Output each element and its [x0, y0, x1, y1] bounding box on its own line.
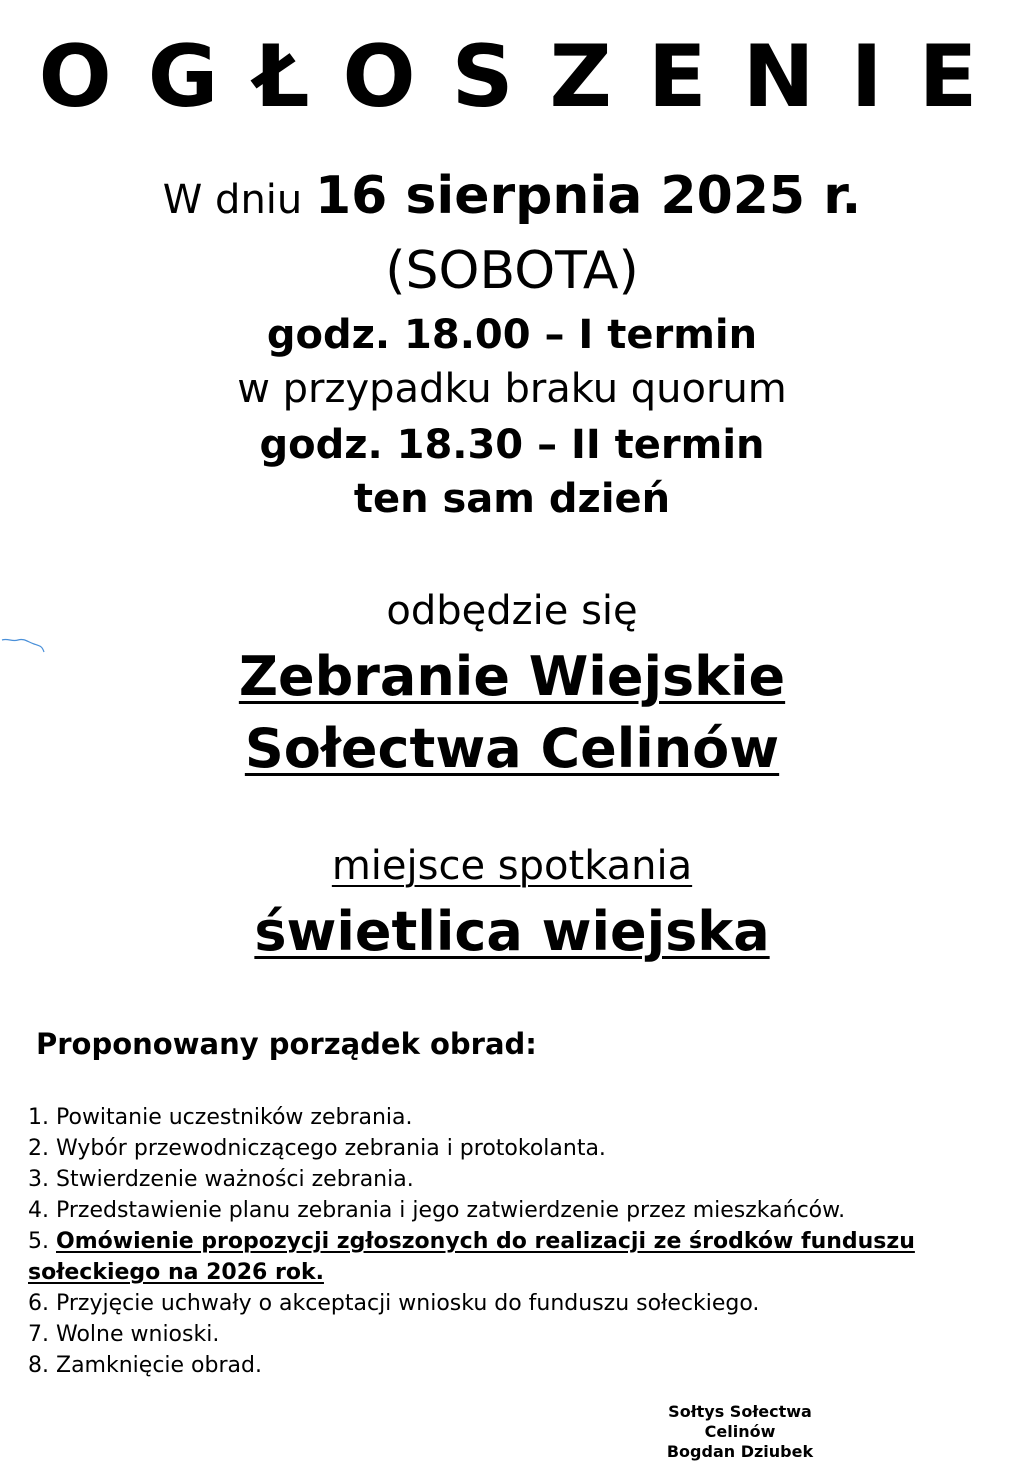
first-term: godz. 18.00 – I termin [266, 312, 758, 358]
agenda-item-text: Przedstawienie planu zebrania i jego zatwierdzenie przez mieszkańców. [56, 1198, 846, 1223]
agenda-item-number: 2. [28, 1136, 49, 1161]
place-label: miejsce spotkania [331, 843, 693, 889]
agenda-item-text: Zamknięcie obrad. [56, 1353, 262, 1378]
agenda-item-text: Stwierdzenie ważności zebrania. [56, 1167, 414, 1192]
agenda-item [28, 1164, 1008, 1195]
agenda-item-number: 1. [28, 1105, 49, 1130]
agenda-item-number: 3. [28, 1167, 49, 1192]
agenda-item [28, 1102, 1008, 1133]
meeting-weekday: (SOBOTA) [385, 241, 639, 301]
meeting-place: świetlica wiejska [254, 900, 770, 963]
meeting-date-line [0, 164, 1024, 232]
agenda-item-text: Wolne wnioski. [56, 1322, 220, 1347]
agenda-item-number: 4. [28, 1198, 49, 1223]
takes-place-text: odbędzie się [386, 588, 638, 634]
meeting-name-line2: Sołectwa Celinów [244, 717, 780, 780]
agenda-heading: Proponowany porządek obrad: [36, 1027, 537, 1061]
agenda-item-number: 8. [28, 1353, 49, 1378]
agenda-item-text: Przyjęcie uchwały o akceptacji wniosku do funduszu sołeckiego. [56, 1291, 760, 1316]
agenda-item-number: 7. [28, 1322, 49, 1347]
agenda-item [28, 1195, 1008, 1226]
scribble-mark-icon [0, 632, 48, 658]
agenda-item-text: Wybór przewodniczącego zebrania i protokolanta. [56, 1136, 606, 1161]
notice-title: OGŁOSZENIE [38, 27, 1014, 127]
agenda-item-number: 6. [28, 1291, 49, 1316]
same-day-note: ten sam dzień [353, 476, 671, 522]
agenda-item [28, 1133, 1008, 1164]
signature-block [620, 1402, 860, 1462]
signature-title: Sołtys Sołectwa [668, 1402, 812, 1421]
second-term: godz. 18.30 – II termin [259, 422, 765, 468]
meeting-name-line1: Zebranie Wiejskie [238, 645, 786, 708]
signature-name: Bogdan Dziubek [666, 1442, 814, 1461]
meeting-date: 16 sierpnia 2025 r. [314, 166, 862, 226]
quorum-note: w przypadku braku quorum [237, 366, 787, 412]
agenda-item [28, 1319, 1008, 1350]
date-prefix: W dniu [162, 177, 315, 223]
agenda-item-text: Powitanie uczestników zebrania. [56, 1105, 413, 1130]
agenda-list [28, 1102, 1008, 1381]
agenda-item [28, 1350, 1008, 1381]
agenda-item-number: 5. [28, 1229, 49, 1254]
agenda-item-highlighted [28, 1226, 1008, 1288]
signature-village: Celinów [704, 1422, 776, 1441]
agenda-item [28, 1288, 1008, 1319]
agenda-item-text: Omówienie propozycji zgłoszonych do realizacji ze środków funduszu sołeckiego na 2026 rok. [28, 1229, 915, 1285]
